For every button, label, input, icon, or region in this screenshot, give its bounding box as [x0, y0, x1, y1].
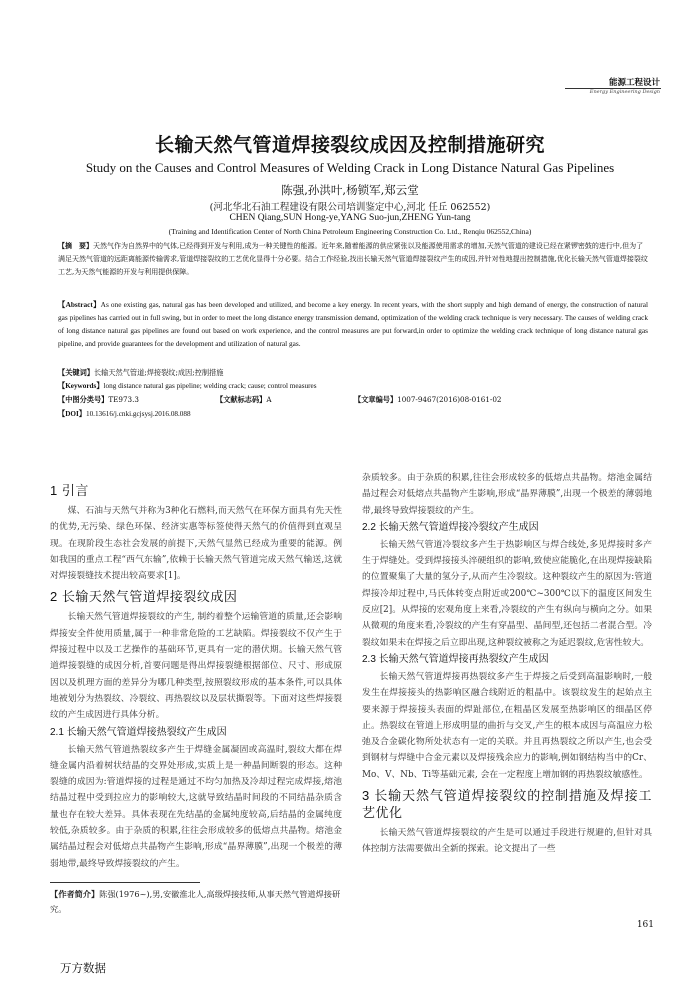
- journal-name-cn: 能源工程设计: [608, 78, 660, 88]
- abstract-cn-label: 【摘 要】: [58, 241, 93, 250]
- page-number: 161: [636, 920, 654, 930]
- article-label: 【文章编号】: [354, 395, 398, 404]
- section-2-paragraph: 长输天然气管道焊接裂纹的产生, 制约着整个运输管道的质量,还会影响焊接安全件使用质量,属于一种非常危险的工艺缺陷。焊接裂纹不仅产生于焊接过程中以及工艺操作的基础环节,更具有一定的潜伏期。长输天然气管道焊接裂缝的成因分析,首要问题是得出焊接裂缝根据部位、尺寸、形成原因以及机理方面的差异分为哪几种类型,按照裂纹形成的基本条件,可以具体地被划分为热裂纹、冷裂纹、再热裂纹以及层状撕裂等。下面对这些焊接裂纹的产生成因进行具体分析。: [50, 612, 342, 721]
- article-value: 1007-9467(2016)08-0161-02: [397, 395, 502, 404]
- section-2-1-paragraph: 长输天然气管道热裂纹多产生于焊缝金属凝固或高温时,裂纹大都在焊缝金属内沿着树状结晶的交界处形成,实质上是一种晶间断裂的形态。这种裂缝的成因为:管道焊接的过程是通过不均匀加热及冷却过程完成焊接,熔池结晶过程中受到拉应力的影响较大,这就导致结晶时间段的不同结晶杂质含量也存在较大差异。具体表现在先结晶的金属纯度较高,后结晶的金属纯度较低,杂质较多。由于杂质的积累,往往会形成较多的低熔点共晶物。熔池金属结晶过程会对低熔点共晶物产生影响,形成“晶界薄膜”,出现一个极差的薄弱地带,最终导致焊接裂纹的产生。: [50, 744, 342, 869]
- watermark-wanfang: 万方数据: [60, 961, 106, 975]
- section-2-1-paragraph-cont: 杂质较多。由于杂质的积累,往往会形成较多的低熔点共晶物。熔池金属结晶过程会对低熔点共晶物产生影响,形成“晶界薄膜”,出现一个极差的薄弱地带,最终导致焊接裂纹的产生。: [362, 473, 652, 516]
- footnote-label: 【作者简介】: [50, 889, 100, 899]
- author-footnote: [50, 887, 345, 917]
- keywords-cn-label: 【关键词】: [58, 368, 94, 377]
- footnote-text: 陈强(1976~),男,安徽淮北人,高级焊接技师,从事天然气管道焊接研究。: [50, 889, 341, 914]
- title-cn: 长输天然气管道焊接裂纹成因及控制措施研究: [154, 134, 545, 156]
- keywords-cn-text: 长输天然气管道;焊接裂纹;成因;控制措施: [93, 368, 224, 377]
- abstract-en-label: 【Abstract】: [58, 300, 101, 309]
- authors-cn: 陈强,孙洪叶,杨锁军,郑云堂: [281, 183, 419, 197]
- doccode-label: 【文献标志码】: [216, 395, 267, 404]
- section-2-3-title: 2.3 长输天然气管道焊接再热裂纹产生成因: [362, 653, 549, 665]
- keywords-cn: [58, 366, 648, 379]
- section-3-title: 3 长输天然气管道焊接裂纹的控制措施及焊接工艺优化: [362, 788, 652, 821]
- abstract-cn-text: 天然气作为自然界中的气体,已经得到开发与利用,成为一种关键性的能源。近年来,随着能源的供应紧张以及能源使用需求的增加,天然气管道的建设已经在紧锣密鼓的进行中,但为了满足天然气管道的远距离能源传输需求,管道焊接裂纹的工艺优化显得十分必要。结合工作经验,找出长输天然气管道焊接裂纹产生的成因,并针对性地提出控制措施,优化长输天然气管道焊接裂纹工艺,为天然气能源的开发与利用提供保障。: [58, 242, 648, 276]
- left-column: [50, 478, 342, 869]
- section-1-title: 1 引言: [50, 483, 89, 498]
- authors-en: CHEN Qiang,SUN Hong-ye,YANG Suo-jun,ZHENG Yun-tang: [229, 213, 471, 223]
- section-2-1-title: 2.1 长输天然气管道焊接热裂纹产生成因: [50, 726, 227, 738]
- doi: [58, 408, 648, 421]
- keywords-en: [58, 380, 648, 393]
- footnote-rule: [50, 882, 200, 883]
- clc-number: [58, 393, 139, 406]
- section-2-2-title: 2.2 长输天然气管道焊接冷裂纹产生成因: [362, 521, 539, 533]
- right-column: [362, 470, 652, 858]
- section-1-paragraph: 煤、石油与天然气并称为3种化石燃料,而天然气在环保方面具有先天性的优势,无污染、绿色环保、经济实惠等标签使得天然气的价值得到直观呈现。在现阶段生态社会发展的前提下,天然气显然已经成为重要的能源。例如我国的重点工程“西气东输”,依赖于长输天然气管道完成天然气输送,这就对焊接裂缝技术提出较高要求[1]。: [50, 506, 342, 582]
- doi-value: 10.13616/j.cnki.gcjsysj.2016.08.088: [85, 410, 191, 418]
- doccode-value: A: [266, 395, 272, 404]
- article-number: [354, 393, 502, 406]
- document-code: [216, 393, 272, 406]
- journal-name-en: Energy Engineering Design: [589, 89, 660, 95]
- section-2-3-paragraph: 长输天然气管道焊接再热裂纹多产生于焊接之后受到高温影响时,一般发生在焊接接头的热影响区融合线附近的粗晶中。该裂纹发生的起始点主要来源于焊接接头表面的焊趾部位,在粗晶区发展至热影响区的细晶区停止。热裂纹在管道上形成明显的曲折与交叉,产生的根本成因与高温应力松弛及合金碳化物所处状态有一定的关联。并且再热裂纹之所以产生,也会受到钢材与焊缝中合金元素以及焊接残余应力的影响,例如钢结构当中的Cr、Mo、V、Nb、Ti等基础元素, 会在一定程度上增加钢的再热裂纹敏感性。: [362, 671, 652, 780]
- clc-label: 【中图分类号】: [58, 395, 109, 404]
- section-2-2-paragraph: 长输天然气管道冷裂纹多产生于热影响区与焊合线处,多见焊接时多产生于焊缝处。受到焊接接头淬硬组织的影响,致使应能脆化,在出现焊接缺陷的位置聚集了大量的氢分子,从而产生冷裂纹。这种裂纹产生的原因为:管道焊接冷却过程中,马氏体转变点附近或200℃~300℃以下的温度区间发生反应[2]。从焊接的宏观角度上来看,冷裂纹的产生有纵向与横向之分。如果从微观的角度来看,冷裂纹的产生有穿晶型、晶间型,还包括二者混合型。冷裂纹如果未在焊接之后立即出现,这种裂纹被称之为延迟裂纹,危害性较大。: [362, 539, 652, 648]
- abstract-en: [58, 298, 648, 350]
- affiliation-en: (Training and Identification Center of North China Petroleum Engineering Construction Co. Ltd., Renqiu 062552,China): [168, 227, 532, 236]
- affiliation-cn: (河北华北石油工程建设有限公司培训鉴定中心,河北 任丘 062552): [209, 202, 491, 213]
- keywords-en-text: long distance natural gas pipeline; welding crack; cause; control measures: [103, 382, 317, 390]
- title-en: Study on the Causes and Control Measures of Welding Crack in Long Distance Natural Gas Pipelines: [85, 160, 615, 175]
- clc-value: TE973.3: [108, 395, 139, 404]
- keywords-en-label: 【Keywords】: [58, 382, 104, 390]
- abstract-cn: [58, 239, 648, 279]
- doi-label: 【DOI】: [58, 410, 86, 418]
- section-3-paragraph: 长输天然气管道焊接裂纹的产生是可以通过手段进行规避的,但针对具体控制方法需要做出全新的探索。论文提出了一些: [362, 828, 652, 855]
- section-2-title: 2 长输天然气管道焊接裂纹成因: [50, 589, 238, 605]
- abstract-en-text: As one existing gas, natural gas has been developed and utilized, and become a key energy. In recent years, with the short supply and high demand of energy, the construction of natural gas pipelines has carried out in full swing, but in order to meet the long distance energy transmission demand, optimization of the welding crack technique is very necessary. The causes of welding crack of long distance natural gas pipelines are found out based on work experience, and the control measures are put forward,in order to optimize the welding crack technique of long distance natural gas pipeline, and provide guarantees for the development and utilization of natural gas.: [58, 300, 648, 348]
